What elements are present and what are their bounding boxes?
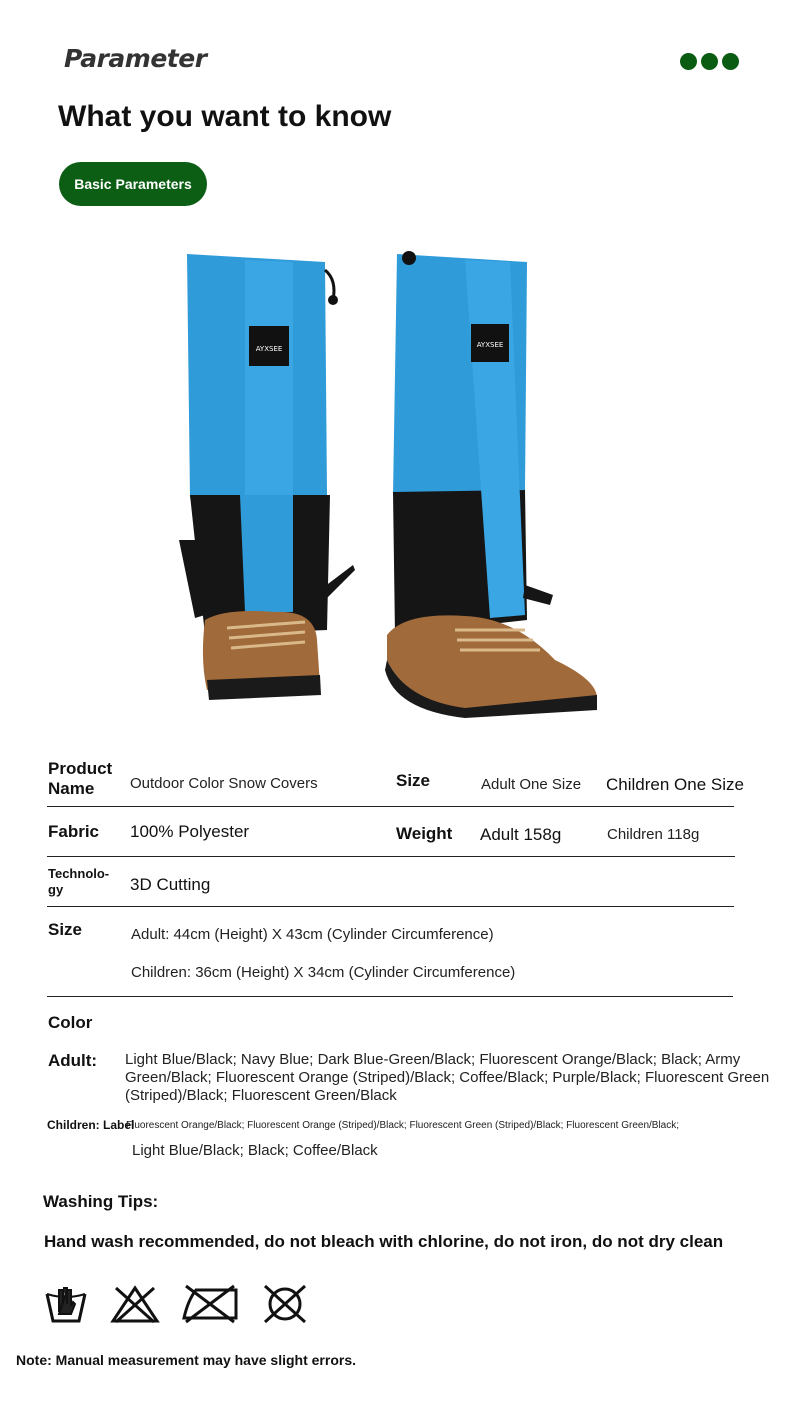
divider (47, 806, 734, 807)
children-colors-value-1: Fluorescent Orange/Black; Fluorescent Orange (Striped)/Black; Fluorescent Green (Striped)/Black; Fluorescent Green/Black; (126, 1120, 680, 1131)
weight-adult-value: Adult 158g (480, 825, 562, 844)
dot-icon (722, 53, 739, 70)
adult-colors-label: Adult: (48, 1051, 98, 1070)
dimensions-label: Size (48, 920, 83, 939)
no-dry-clean-icon (260, 1284, 310, 1324)
basic-parameters-badge: Basic Parameters (59, 162, 207, 206)
divider (47, 856, 735, 857)
product-photo (165, 240, 615, 720)
divider (47, 996, 733, 997)
dimensions-children: Children: 36cm (Height) X 34cm (Cylinder Circumference) (131, 964, 516, 981)
product-name-label: Product Name (48, 759, 113, 798)
fabric-label: Fabric (48, 822, 100, 841)
adult-colors-value: Light Blue/Black; Navy Blue; Dark Blue-Green/Black; Fluorescent Orange/Black; Black; Army Green/Black; Fluorescent Orange (Striped)/Black; Coffee/Black; Purple/Black; Fluorescent Green (Striped)/Black; Fluorescent Green/Black (125, 1051, 770, 1104)
technology-label: Technolo-gy (48, 866, 110, 897)
no-bleach-icon (110, 1284, 160, 1324)
no-iron-icon (182, 1284, 238, 1324)
washing-text: Hand wash recommended, do not bleach with chlorine, do not iron, do not dry clean (44, 1232, 724, 1251)
care-icons (44, 1284, 310, 1324)
size-adult-value: Adult One Size (481, 776, 582, 793)
color-label: Color (48, 1013, 93, 1032)
dot-icon (701, 53, 718, 70)
right-gaiter (385, 251, 597, 718)
dimensions-adult: Adult: 44cm (Height) X 43cm (Cylinder Circumference) (131, 926, 494, 943)
children-colors-label: Children: Label (47, 1118, 135, 1132)
measurement-note: Note: Manual measurement may have slight errors. (16, 1352, 356, 1368)
brand-tag-left: AYXSEE (255, 345, 283, 353)
technology-value: 3D Cutting (130, 875, 211, 894)
parameter-label: Parameter (64, 44, 207, 73)
left-gaiter (179, 254, 355, 700)
product-name-value: Outdoor Color Snow Covers (130, 775, 318, 792)
weight-label: Weight (396, 824, 453, 843)
fabric-value: 100% Polyester (130, 822, 250, 841)
size-label: Size (396, 771, 431, 790)
children-colors-value-2: Light Blue/Black; Black; Coffee/Black (132, 1142, 378, 1159)
decorative-dots (680, 53, 739, 70)
dot-icon (680, 53, 697, 70)
washing-heading: Washing Tips: (43, 1192, 159, 1211)
hand-wash-icon (44, 1284, 88, 1324)
page-title: What you want to know (58, 100, 392, 133)
brand-tag-right: AYXSEE (476, 341, 504, 349)
weight-children-value: Children 118g (607, 826, 700, 843)
size-children-value: Children One Size (606, 775, 744, 794)
divider (47, 906, 734, 907)
